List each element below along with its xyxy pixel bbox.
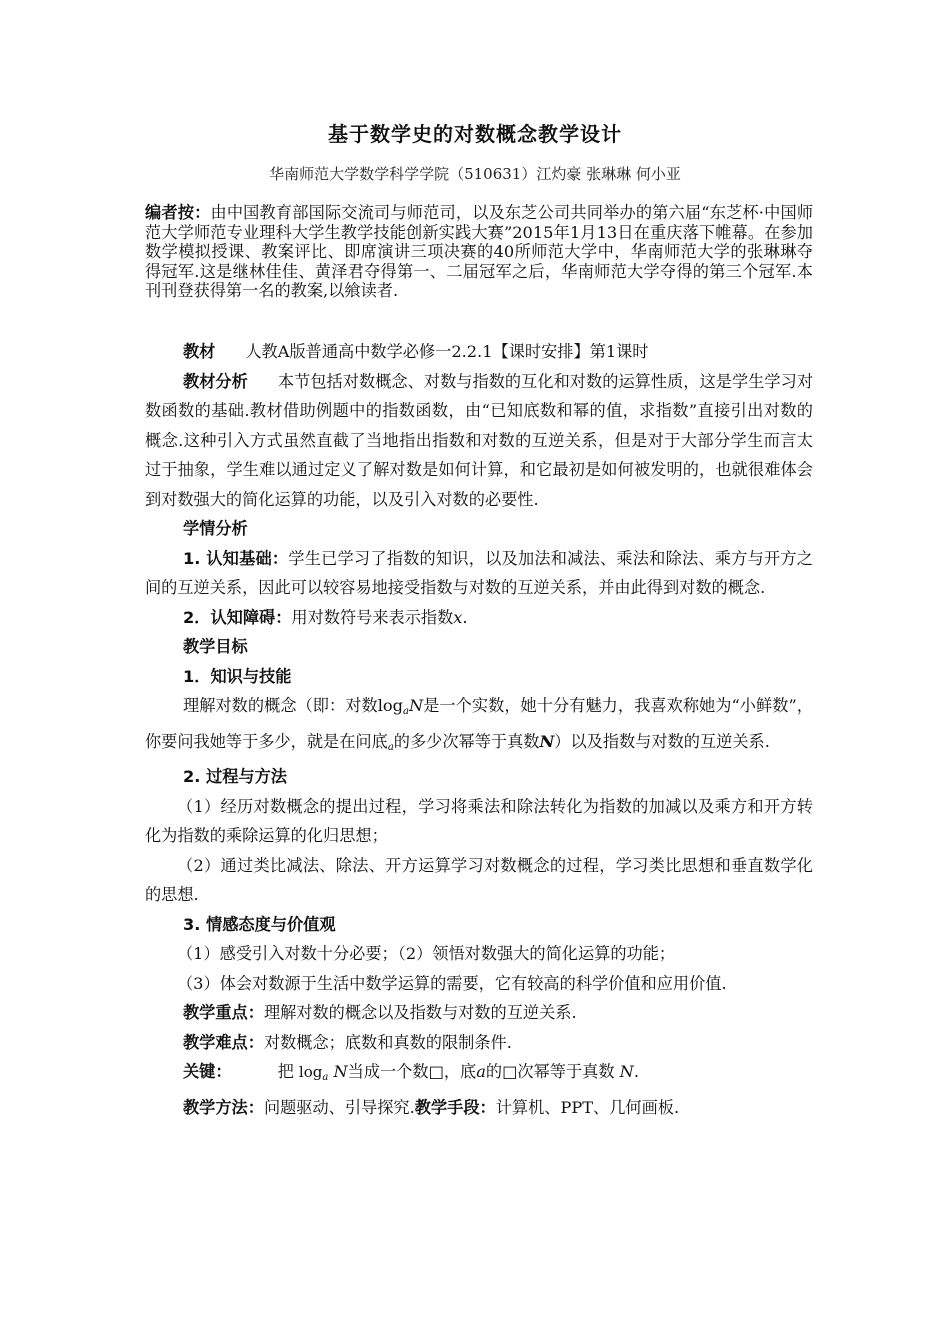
learner-point-1-text: 学生已学习了指数的知识，以及加法和减法、乘法和除法、乘方与开方之间的互逆关系，因此可以较容易地接受指数与对数的互逆关系，并由此得到对数的概念.	[145, 548, 813, 597]
difficulty-label: 教学难点：	[183, 1032, 264, 1052]
learner-point-2-text: 用对数符号来表示指数	[291, 607, 454, 627]
goals-heading: 教学目标	[183, 637, 248, 656]
textbook-line	[145, 337, 813, 367]
knowledge-base: a	[403, 706, 409, 717]
textbook-text: 人教A版普通高中数学必修一2.2.1【课时安排】第1课时	[245, 342, 649, 361]
key-n-2: N	[619, 1062, 634, 1081]
focus-text: 理解对数的概念以及指数与对数的互逆关系.	[263, 1003, 577, 1022]
learner-point-1-label: 1. 认知基础：	[183, 548, 289, 568]
emotion-item-2: （3）体会对数源于生活中数学运算的需要，它有较高的科学价值和应用价值.	[177, 973, 727, 993]
learner-point-1	[145, 544, 813, 603]
knowledge-base-2: a	[387, 741, 394, 753]
key-base: a	[322, 1072, 329, 1083]
method-line	[145, 1093, 813, 1123]
lesson-body	[145, 337, 813, 1122]
knowledge-text-c: 的多少次幂等于真数	[393, 731, 540, 751]
key-t3: 的□次幂等于真数	[485, 1062, 615, 1081]
learner-point-2	[145, 603, 813, 633]
means-text: 计算机、PPT、几何画板.	[495, 1097, 680, 1117]
learner-point-2-var: x	[453, 607, 463, 627]
authors-line: 华南师范大学数学科学学院（510631）江灼豪 张琳琳 何小亚	[269, 165, 681, 183]
method-label: 教学方法：	[183, 1097, 264, 1117]
difficulty-text: 对数概念；底数和真数的限制条件.	[263, 1032, 512, 1052]
learner-point-2-label: 2．认知障碍：	[183, 607, 292, 627]
difficulty-line	[145, 1028, 813, 1058]
emotion-heading: 3. 情感态度与价值观	[183, 914, 336, 934]
key-log: log	[298, 1063, 323, 1081]
learner-heading: 学情分析	[183, 519, 248, 538]
key-t2: 当成一个数□，底	[347, 1062, 477, 1081]
key-label: 关键：	[183, 1062, 232, 1081]
emotion-item-1: （1）感受引入对数十分必要；（2）领悟对数强大的简化运算的功能；	[177, 944, 676, 963]
process-item-2: （2）通过类比减法、除法、开方运算学习对数概念的过程，学习类比思想和垂直数学化的思想.	[145, 855, 813, 904]
key-base-2: a	[476, 1062, 486, 1081]
knowledge-text-a: 理解对数的概念（即：对数	[183, 696, 378, 715]
page-title: 基于数学史的对数概念教学设计	[328, 122, 622, 146]
focus-label: 教学重点：	[183, 1003, 264, 1022]
knowledge-n: N	[408, 696, 424, 715]
key-n: N	[333, 1062, 348, 1081]
process-item-1: （1）经历对数概念的提出过程，学习将乘法和除法转化为指数的加减以及乘方和开方转化为指数的乘除运算的化归思想；	[145, 796, 813, 845]
key-t4: .	[633, 1062, 639, 1081]
editor-note-text: 由中国教育部国际交流司与师范司，以及东芝公司共同举办的第六届“东芝杯·中国师范大学师范专业理科大学生教学技能创新实践大赛”2015年1月13日在重庆落下帷幕。在参加数学模拟授课、教案评比、即席演讲三项决赛的40所师范大学中，华南师范大学的张琳琳夺得冠军.这是继林佳佳、黄泽君夺得第一、二届冠军之后，华南师范大学夺得的第三个冠军.本刊刊登获得第一名的教案,以飨读者.	[145, 203, 814, 300]
focus-line	[145, 998, 813, 1028]
editor-note	[145, 203, 813, 301]
knowledge-text-d: ）以及指数与对数的互逆关系.	[554, 731, 770, 751]
textbook-label: 教材	[183, 342, 216, 361]
knowledge-n-2: N	[539, 731, 555, 751]
analysis-paragraph	[145, 367, 813, 515]
knowledge-text-b: 是一个实数，她十分有魅力，我喜欢称她为“小鲜数”，你要问我她等于多少，就是在问底	[145, 696, 813, 751]
learner-point-2-end: .	[462, 607, 468, 627]
editor-note-label: 编者按：	[145, 203, 211, 222]
analysis-label: 教材分析	[183, 371, 248, 391]
knowledge-log: log	[377, 696, 404, 715]
knowledge-paragraph	[145, 691, 813, 762]
method-text: 问题驱动、引导探究.	[263, 1097, 415, 1117]
analysis-text: 本节包括对数概念、对数与指数的互化和对数的运算性质，这是学生学习对数函数的基础.教材借助例题中的指数函数，由“已知底数和幂的值，求指数”直接引出对数的概念.这种引入方式虽然直截了当地指出指数和对数的互逆关系，但是对于大部分学生而言太过于抽象，学生难以通过定义了解对数是如何计算，和它最初是如何被发明的，也就很难体会到对数强大的简化运算的功能，以及引入对数的必要性.	[145, 371, 814, 509]
means-label: 教学手段：	[414, 1097, 496, 1117]
process-heading: 2. 过程与方法	[183, 767, 287, 786]
key-t1: 把	[277, 1062, 294, 1081]
key-line	[145, 1057, 813, 1093]
knowledge-heading: 1．知识与技能	[183, 666, 292, 686]
